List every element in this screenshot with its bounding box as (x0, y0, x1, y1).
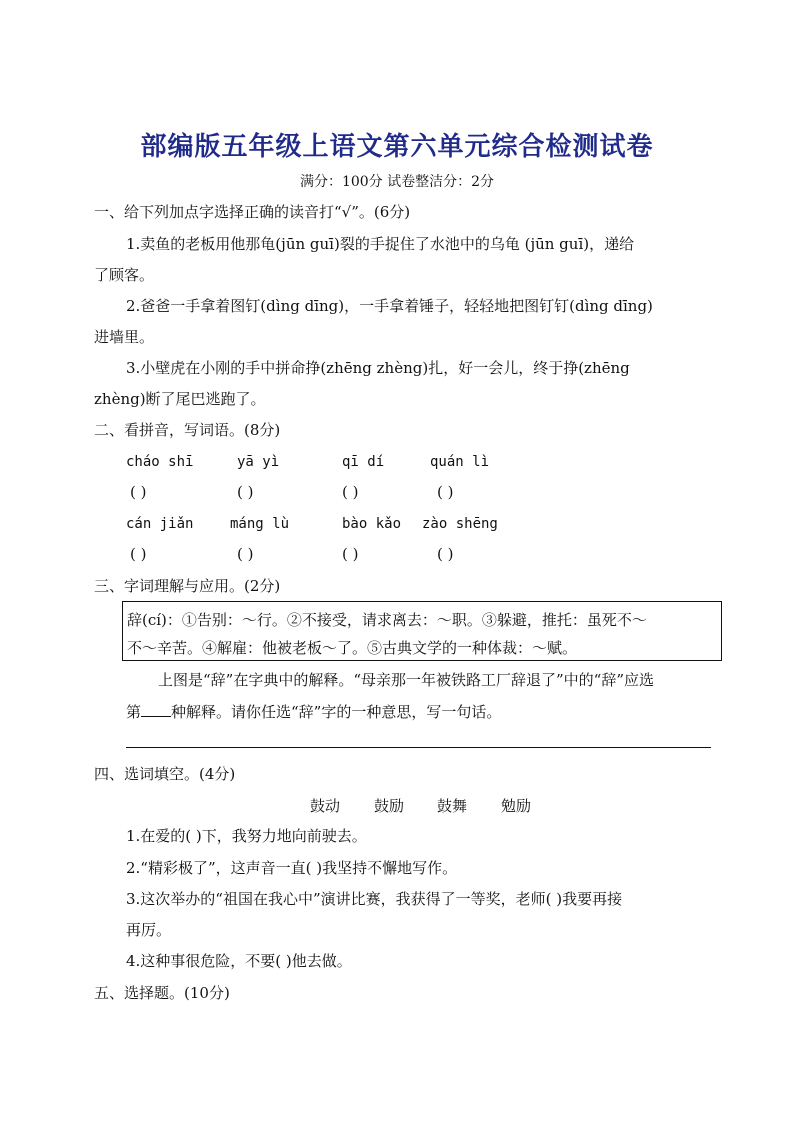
answer-blank[interactable]: ( ) (237, 545, 254, 563)
s1-question-1-line-1: 1.卖鱼的老板用他那龟(jūn guī)裂的手捉住了水池中的乌龟 (jūn guī)，递给 (126, 235, 635, 253)
page-title: 部编版五年级上语文第六单元综合检测试卷 (140, 132, 654, 162)
answer-blank[interactable]: ( ) (130, 483, 147, 501)
answer-blank[interactable]: ( ) (437, 545, 454, 563)
answer-blank[interactable]: ( ) (437, 483, 454, 501)
answer-blank[interactable]: ( ) (130, 545, 147, 563)
answer-blank[interactable]: ( ) (342, 483, 359, 501)
s4-question-3-line-2: 再厉。 (126, 921, 172, 939)
s1-question-2-line-1: 2.爸爸一手拿着图钉(dìng dīng)，一手拿着锤子，轻轻地把图钉钉(dìng dīng) (126, 297, 653, 315)
pinyin-item: cán jiǎn (126, 516, 194, 532)
pinyin-item: cháo shī (126, 454, 194, 470)
pinyin-item: qī dí (342, 454, 385, 470)
pinyin-item: yā yì (237, 454, 280, 470)
answer-blank[interactable]: ( ) (237, 483, 254, 501)
section-5-heading: 五、选择题。(10分) (94, 984, 230, 1002)
word-option: 鼓励 (374, 797, 405, 815)
section-3-heading: 三、字词理解与应用。(2分) (94, 577, 281, 595)
s4-question-4: 4.这种事很危险，不要( )他去做。 (126, 952, 352, 970)
section-1-heading: 一、给下列加点字选择正确的读音打“√”。(6分) (94, 203, 411, 221)
s3-paragraph-line-2: 第 种解释。请你任选“辞”字的一种意思，写一句话。 (126, 703, 502, 721)
s1-question-3-line-2: zhèng)断了尾巴逃跑了。 (94, 390, 266, 408)
s1-question-1-line-2: 了顾客。 (94, 266, 155, 284)
s1-question-2-line-2: 进墙里。 (94, 328, 155, 346)
s4-question-1: 1.在爱的( )下，我努力地向前驶去。 (126, 827, 367, 845)
pinyin-item: quán lì (430, 454, 490, 470)
definition-line-2: 不～辛苦。④解雇：他被老板～了。⑤古典文学的一种体裁：～赋。 (127, 639, 578, 657)
s4-question-3-line-1: 3.这次举办的“祖国在我心中”演讲比赛，我获得了一等奖，老师( )我要再接 (126, 890, 623, 908)
pinyin-item: máng lù (230, 516, 290, 532)
section-2-heading: 二、看拼音，写词语。(8分) (94, 421, 281, 439)
fill-blank[interactable] (141, 702, 171, 717)
pinyin-item: bào kǎo (342, 516, 402, 532)
word-option: 勉励 (501, 797, 532, 815)
word-option: 鼓舞 (437, 797, 468, 815)
section-4-heading: 四、选词填空。(4分) (94, 765, 236, 783)
dictionary-definition-box (122, 601, 722, 661)
definition-line-1: 辞(cí)：①告别：～行。②不接受，请求离去：～职。③躲避，推托：虽死不～ (127, 611, 647, 629)
answer-writing-line[interactable] (126, 747, 711, 748)
s1-question-3-line-1: 3.小壁虎在小刚的手中拼命挣(zhēng zhèng)扎，好一会儿，终于挣(zhēng (126, 359, 630, 377)
s3-paragraph-line-1: 上图是“辞”在字典中的解释。“母亲那一年被铁路工厂辞退了”中的“辞”应选 (158, 671, 655, 689)
answer-blank[interactable]: ( ) (342, 545, 359, 563)
s4-question-2: 2.“精彩极了”，这声音一直( )我坚持不懈地写作。 (126, 859, 458, 877)
pinyin-item: zào shēng (422, 516, 498, 532)
score-info: 满分：100分 试卷整洁分：2分 (299, 174, 495, 190)
word-option: 鼓动 (310, 797, 341, 815)
